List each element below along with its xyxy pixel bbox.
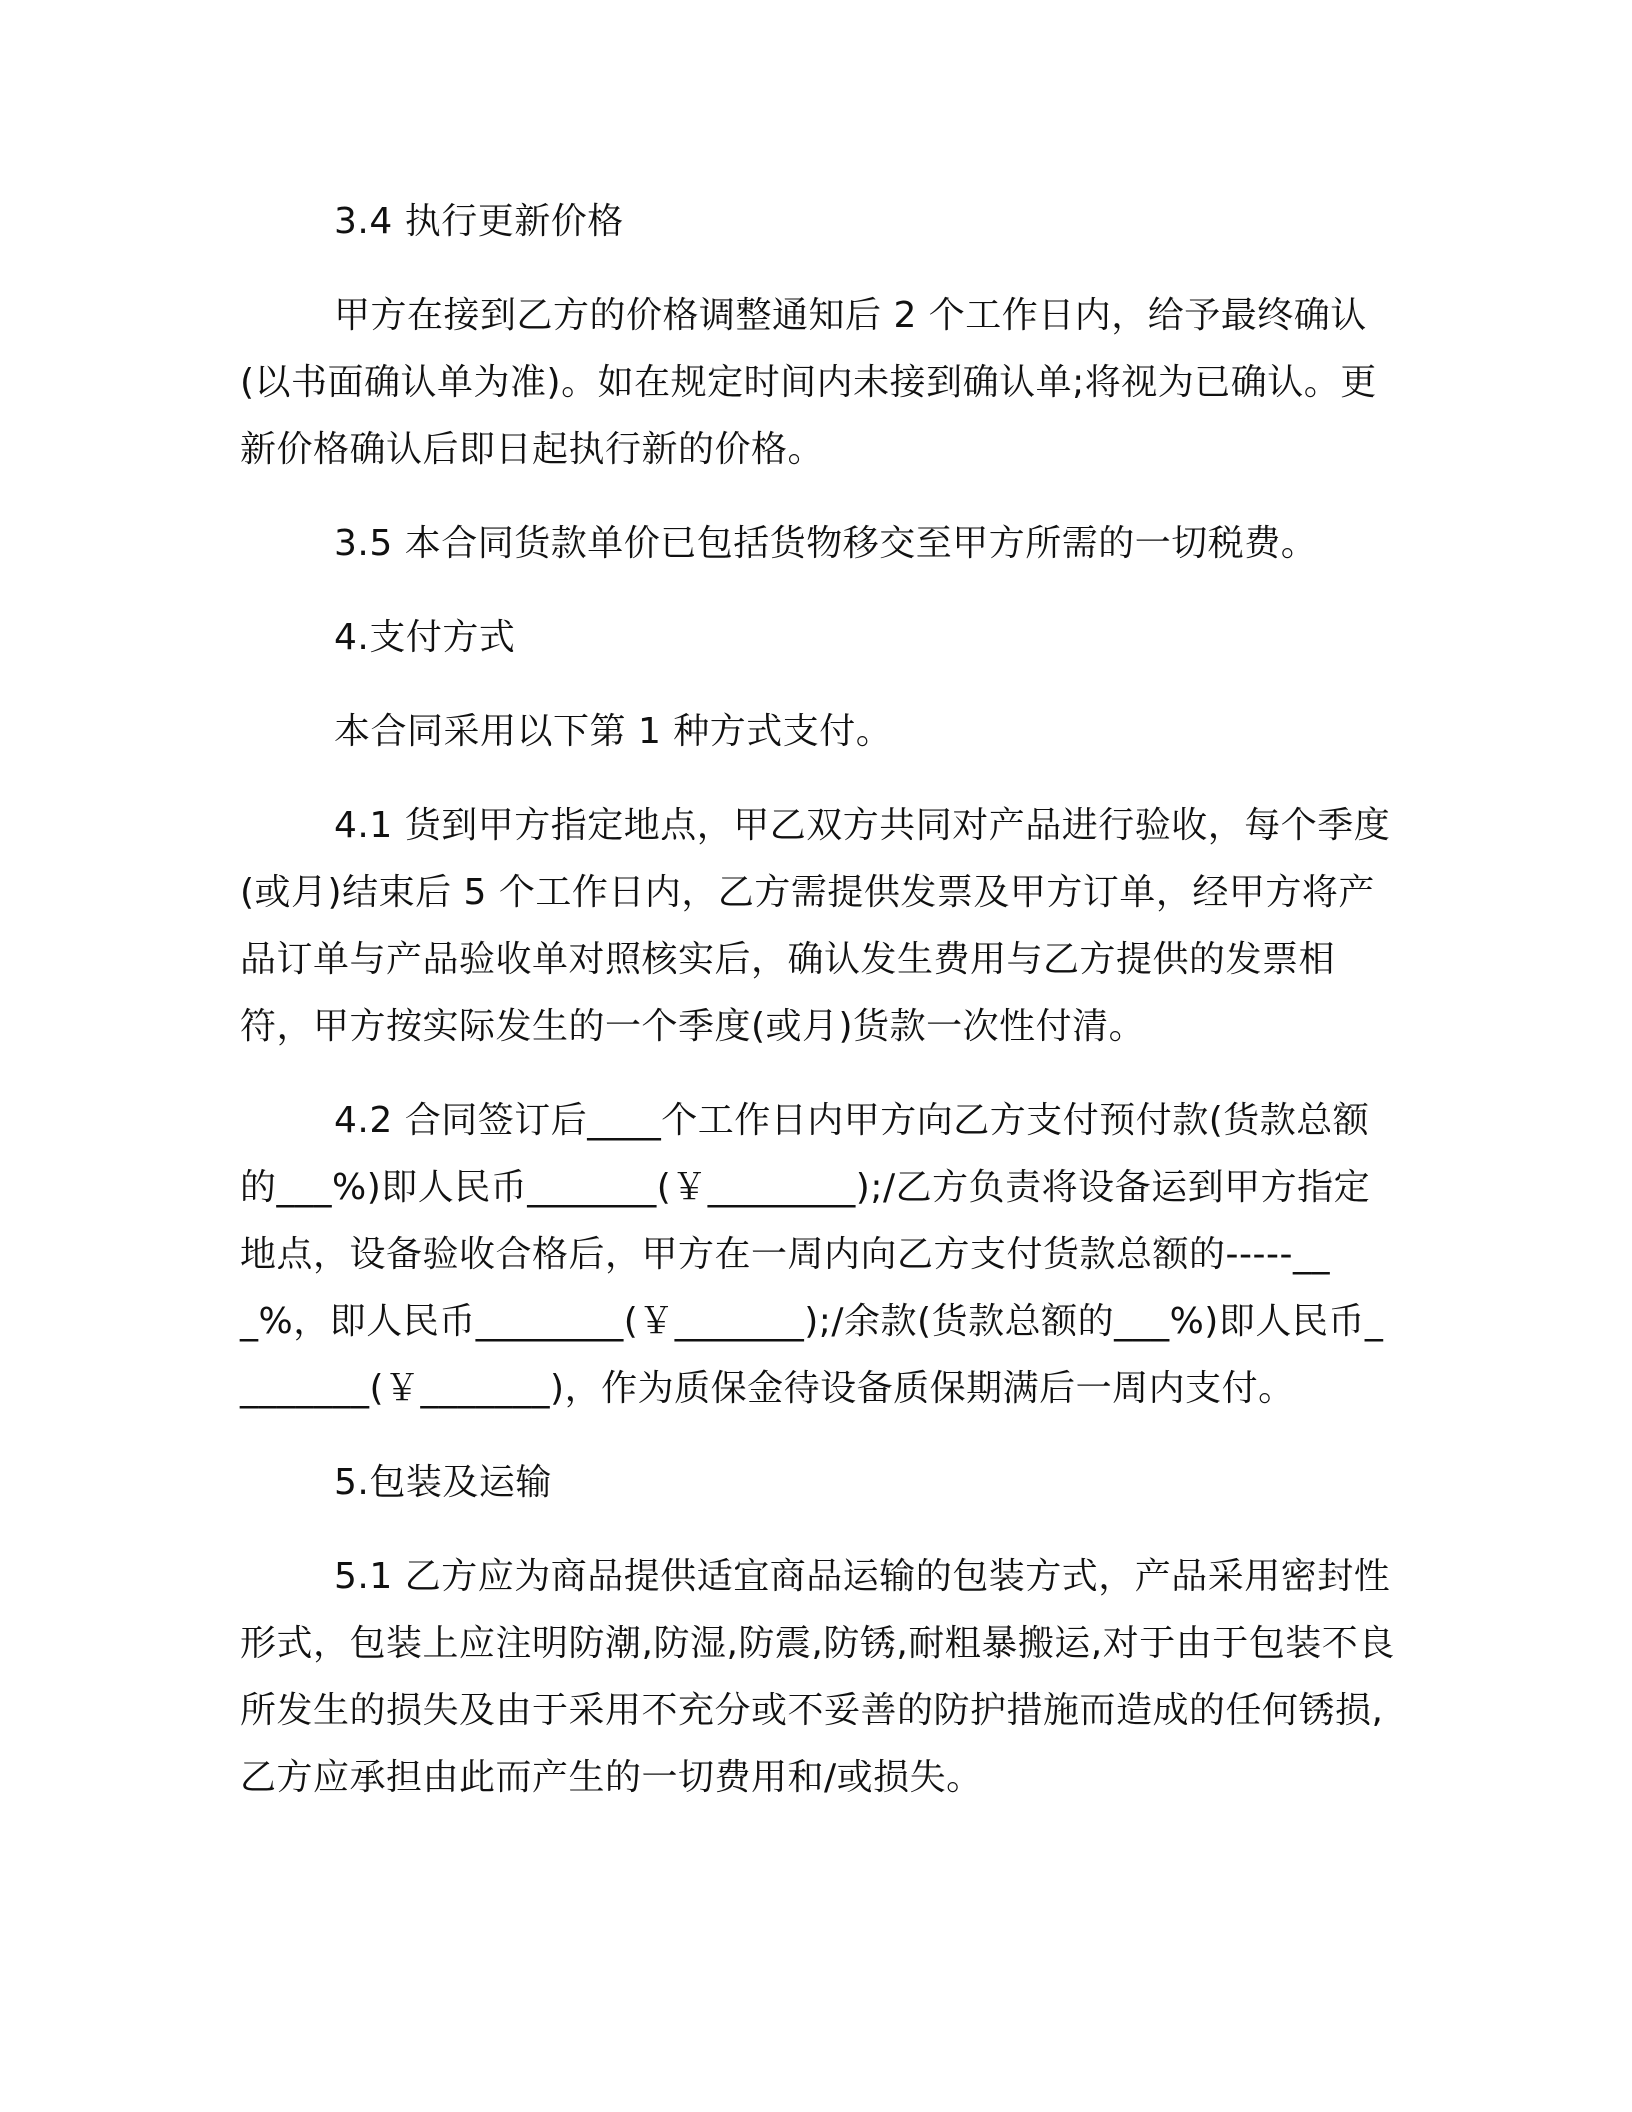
- section-heading-3-4: 3.4 执行更新价格: [334, 201, 624, 242]
- paragraph-4-2: 4.2 合同签订后____个工作日内甲方向乙方支付预付款(货款总额的___%)即人民币_______(￥________);/乙方负责将设备运到甲方指定地点，设备验收合格后，甲方在一周内向乙方支付货款总额的-----___%，即人民币________(￥_______);/余款(货款总额的___%)即人民币________(￥_______)，作为质保金待设备质保期满后一周内支付。: [240, 1100, 1384, 1409]
- paragraph-price-confirmation: 甲方在接到乙方的价格调整通知后 2 个工作日内，给予最终确认(以书面确认单为准)。如在规定时间内未接到确认单;将视为已确认。更新价格确认后即日起执行新的价格。: [240, 295, 1377, 470]
- section-heading-5-packaging: 5.包装及运输: [334, 1462, 552, 1503]
- document-body: [240, 188, 1400, 1838]
- paragraph-3-5-taxes: 3.5 本合同货款单价已包括货物移交至甲方所需的一切税费。: [334, 523, 1318, 564]
- paragraph-payment-method: 本合同采用以下第 1 种方式支付。: [334, 711, 893, 752]
- paragraph-4-1: 4.1 货到甲方指定地点，甲乙双方共同对产品进行验收，每个季度(或月)结束后 5 个工作日内，乙方需提供发票及甲方订单，经甲方将产品订单与产品验收单对照核实后，确认发生费用与乙方提供的发票相符，甲方按实际发生的一个季度(或月)货款一次性付清。: [240, 805, 1391, 1047]
- section-heading-4-payment: 4.支付方式: [334, 617, 516, 658]
- paragraph-5-1: 5.1 乙方应为商品提供适宜商品运输的包装方式，产品采用密封性形式，包装上应注明防潮,防湿,防震,防锈,耐粗暴搬运,对于由于包装不良所发生的损失及由于采用不充分或不妥善的防护措施而造成的任何锈损,乙方应承担由此而产生的一切费用和/或损失。: [240, 1556, 1395, 1798]
